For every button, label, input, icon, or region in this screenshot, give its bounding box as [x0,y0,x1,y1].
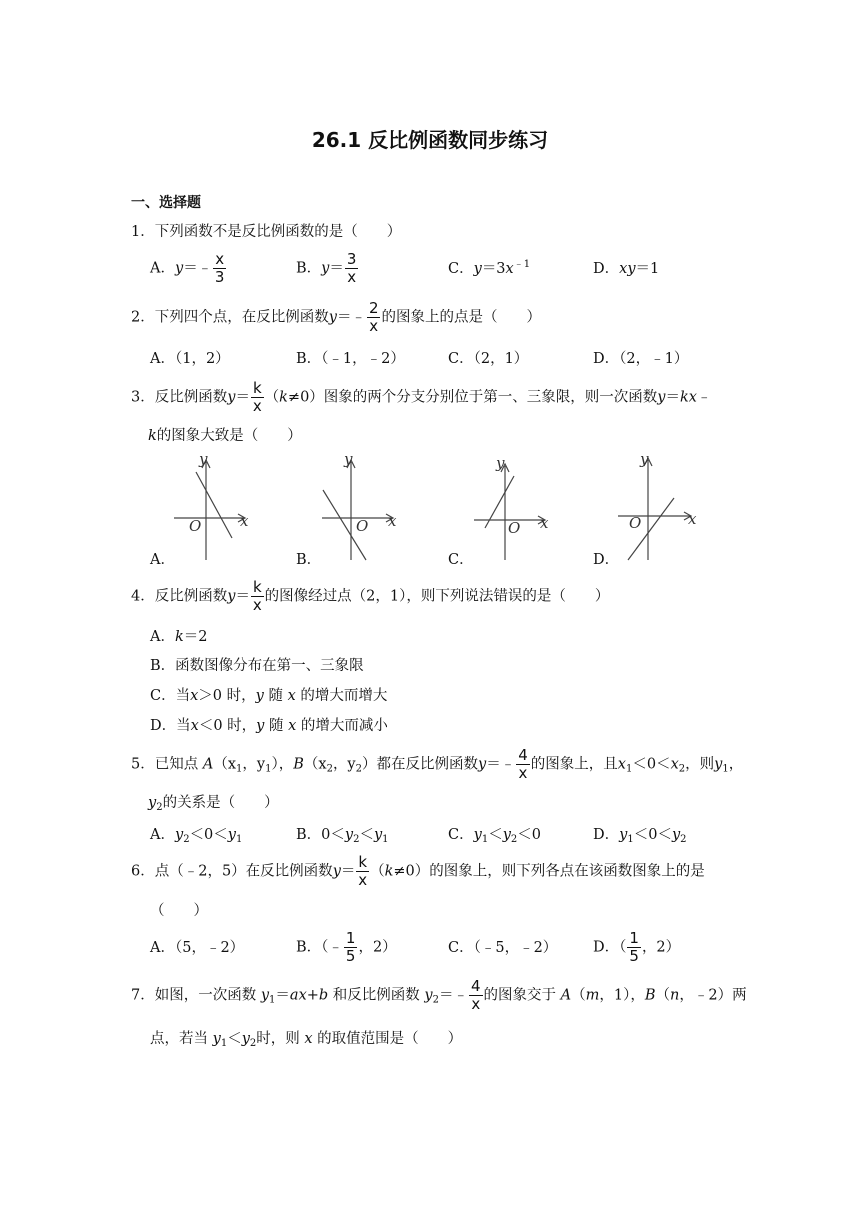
option-label: D．当 [150,718,191,734]
question-3-option-c: C． [448,552,474,568]
question-4-option-c [150,689,387,704]
math-op: ＝3 [481,261,506,277]
math-var: y [332,863,341,880]
math-var: B [293,756,304,773]
math-var: y [424,987,433,1004]
math-var: B [644,987,656,1004]
subscript: 2 [355,763,363,775]
subscript: 2 [156,802,163,813]
math-var: y [241,1031,250,1047]
math-op: ＜ [359,827,374,843]
math-op: ＝ [340,863,356,880]
question-6-option-c: C．（﹣5，﹣2） [448,940,558,956]
math-op: ＜ [227,1031,242,1047]
option-label: A． [150,629,175,645]
denominator: x [358,871,368,889]
math-var: y [478,756,487,773]
denominator: 3 [214,268,225,286]
math-var: y [174,260,184,277]
math-var: y [373,827,383,843]
question-1-option-a [150,252,227,285]
question-5-stem [131,748,743,781]
denominator: x [369,317,379,335]
option-text: 随 [264,718,289,734]
math-var: y [502,827,511,843]
question-3-option-b: B． [296,552,322,568]
math-var: y [148,795,157,811]
fraction [344,931,358,964]
subscript: 2 [183,834,190,845]
stem-text: 的图像经过点（2，1），则下列说法错误的是（ ） [264,588,610,605]
x-axis-label: x [240,512,249,530]
math-op: ＝ [235,389,250,406]
math-var: x [304,1031,313,1047]
math-op: ＜0 [517,827,541,843]
math-var: x [617,756,626,773]
subscript: 1 [382,834,389,845]
numerator: 4 [518,746,528,764]
question-2-option-d: D．（2，﹣1） [593,351,689,367]
stem-text: （ [370,863,385,880]
stem-text: （ [571,987,586,1004]
math-var: y [256,718,265,734]
math-var: y [260,987,270,1004]
subscript: 1 [236,834,243,845]
stem-text: （x [213,756,237,773]
question-2-option-c: C．（2，1） [448,351,529,367]
option-label: D． [593,261,620,277]
option-text: ＞0 时， [198,688,256,704]
stem-text: ， [728,756,744,773]
question-6-option-b [296,931,397,964]
math-var: y [255,688,264,704]
graph-option-d [614,448,699,566]
math-var: y [473,261,482,277]
option-label: C． [448,827,474,843]
question-2-option-b: B．（﹣1，﹣2） [296,351,405,367]
x-axis-label: x [388,512,397,530]
numerator: k [358,853,368,871]
math-op: ﹣ [696,389,712,406]
question-4-option-b: B．函数图像分布在第一、三象限 [150,658,364,674]
option-label: C． [448,261,474,277]
math-op: ＝1 [635,261,660,277]
stem-text: 的取值范围是（ ） [312,1031,463,1047]
question-3-option-a: A． [150,552,175,568]
fraction [213,252,226,285]
fraction [516,748,530,781]
math-var: A [202,756,214,773]
question-6-option-a: A．（5，﹣2） [150,940,245,956]
subscript: 1 [220,1038,228,1049]
math-var: x [288,718,297,734]
option-label: A． [150,260,175,277]
math-var: y [227,389,236,406]
stem-text: ）都在反比例函数 [362,756,479,773]
stem-text: ，y [332,756,356,773]
stem-text: ≠0）的图象上，则下列各点在该函数图象上的是 [393,863,705,880]
subscript: 2 [249,1038,257,1049]
page-title: 26.1 反比例函数同步练习 [311,128,549,152]
stem-text: 3．反比例函数 [131,389,228,406]
y-axis-label: y [344,452,353,468]
stem-text: 4．反比例函数 [131,588,228,605]
question-3-stem [131,381,711,414]
math-op: ＝﹣ [336,309,366,326]
stem-text: ，1）， [599,987,645,1004]
option-label: B． [296,260,322,277]
question-4-stem [131,580,609,613]
math-op: ＝ [329,260,344,277]
question-5-option-b [296,828,389,843]
question-6-stem [131,855,705,888]
math-var: n [670,987,680,1004]
stem-text: ）， [271,756,294,773]
graph-line [196,472,232,538]
fraction [251,580,264,613]
denominator: x [347,268,357,286]
option-text: D．（ [593,939,627,956]
numerator: x [215,250,225,268]
denominator: x [471,995,481,1013]
question-5-option-a [150,828,242,843]
math-op: ＝ [235,588,250,605]
math-var: y [227,588,236,605]
stem-text: （x [303,756,327,773]
stem-text: 的图象大致是（ ） [156,428,302,444]
question-1-option-d [593,262,659,277]
stem-text: ，则 [685,756,715,773]
stem-text: ，y [242,756,266,773]
subscript: 1 [236,763,243,775]
option-label: C．当 [150,688,191,704]
numerator: 1 [345,929,356,947]
math-var: k [148,428,157,444]
subscript: 1 [627,834,634,845]
subscript: 1 [265,763,272,775]
denominator: 5 [345,947,356,965]
math-var: y [714,756,723,773]
x-axis-label: x [540,514,549,532]
graph-option-b [318,452,403,564]
math-op: ＜0＜ [632,756,671,773]
numerator: 3 [346,250,357,268]
math-var: x [190,718,199,734]
math-var: y [227,827,236,843]
subscript: 2 [432,994,439,1006]
math-op: ＜0＜ [189,827,228,843]
math-var: y [174,827,184,843]
math-var: x [670,756,679,773]
question-3-option-d: D． [593,552,620,568]
subscript: 1 [722,763,729,775]
question-4-option-a [150,630,208,645]
graph-option-c [470,452,555,564]
math-var: y [473,827,482,843]
numerator: k [252,379,262,397]
y-axis-label: y [640,450,649,468]
fraction [345,252,359,285]
subscript: 1 [481,834,489,845]
option-text: 的增大而减小 [296,718,388,734]
math-var: y [321,260,330,277]
question-5-option-d [593,828,687,843]
question-6-stem-line2: （ ） [150,903,208,919]
origin-label: O [356,517,369,535]
option-text: B．（﹣ [296,939,343,956]
question-5-stem-line2 [148,796,279,811]
math-var: y [344,827,354,843]
math-var: k [174,629,184,645]
fraction [627,931,641,964]
option-label: B．0＜ [296,827,345,843]
denominator: x [252,397,262,415]
stem-text: ，﹣2）两 [679,987,747,1004]
numerator: 4 [471,977,481,995]
option-text: 的增大而增大 [295,688,388,704]
stem-text: （ [655,987,671,1004]
option-label: A． [150,827,175,843]
origin-label: O [508,519,521,537]
stem-text: 2．下列四个点，在反比例函数 [131,309,329,326]
subscript: 1 [625,763,633,775]
math-var: kx [680,389,697,406]
subscript: 2 [678,763,686,775]
math-op: + [306,987,319,1004]
stem-text: （ [264,389,280,406]
subscript: 1 [269,994,276,1006]
math-op: ＝﹣ [486,756,516,773]
math-var: y [657,389,666,406]
stem-text: 6．点（﹣2，5）在反比例函数 [131,863,333,880]
question-7-stem-line2 [150,1032,462,1047]
question-1-option-c [448,259,531,277]
math-var: k [384,863,394,880]
origin-label: O [629,514,642,532]
math-var: y [212,1031,221,1047]
math-var: k [279,389,288,406]
section-heading: 一、选择题 [131,195,201,211]
math-var: m [585,987,600,1004]
stem-text: 点，若当 [150,1031,213,1047]
question-3-stem-line2 [148,429,302,444]
exponent: ﹣1 [513,259,531,270]
denominator: 5 [629,947,639,965]
origin-label: O [189,517,202,535]
stem-text: 5．已知点 [131,756,203,773]
fraction [469,979,483,1012]
question-1-option-b [296,252,359,285]
option-label: D． [593,827,620,843]
numerator: 2 [368,299,379,317]
question-5-option-c [448,828,541,843]
denominator: x [252,596,262,614]
math-var: A [560,987,572,1004]
math-var: y [328,309,337,326]
question-7-stem [131,979,747,1012]
question-2-option-a: A．（1，2） [150,351,230,367]
numerator: k [252,578,262,596]
subscript: 2 [353,834,360,845]
x-axis-label: x [688,510,697,528]
graph-option-a [170,452,255,564]
subscript: 2 [326,763,333,775]
subscript: 2 [510,834,518,845]
stem-text: 时，则 [256,1031,305,1047]
question-1-stem: 1．下列函数不是反比例函数的是（ ） [131,224,402,240]
math-var: xy [619,261,636,277]
denominator: x [518,764,528,782]
subscript: 2 [680,834,687,845]
y-axis-label: y [496,454,505,472]
stem-text: 的图象交于 [483,987,561,1004]
math-op: ＝﹣ [183,260,213,277]
math-var: x [190,688,199,704]
math-op: ＜0＜ [633,827,672,843]
math-var: y [671,827,681,843]
option-text: 随 [263,688,288,704]
stem-text: 的图象上，且 [530,756,618,773]
math-var: x [287,688,296,704]
stem-text: 7．如图，一次函数 [131,987,261,1004]
option-text: ，2） [641,939,681,956]
question-2-stem [131,301,541,334]
y-axis-label: y [199,452,208,468]
question-4-option-d [150,719,388,734]
stem-text: 的关系是（ ） [162,795,279,811]
math-var: y [619,827,628,843]
stem-text: ≠0）图象的两个分支分别位于第一、三象限，则一次函数 [287,389,658,406]
stem-text: 和反比例函数 [328,987,425,1004]
numerator: 1 [629,929,639,947]
math-var: x [505,261,514,277]
option-text: ＜0 时， [198,718,257,734]
fraction [367,301,381,334]
math-op: ＝ [665,389,680,406]
math-op: ＝﹣ [439,987,468,1004]
fraction [251,381,264,414]
math-op: ＝ [275,987,290,1004]
math-var: ax [289,987,307,1004]
math-op: ＜ [488,827,503,843]
fraction [356,855,369,888]
math-var: b [318,987,329,1004]
math-op: ＝2 [183,629,208,645]
option-text: ，2） [358,939,397,956]
question-6-option-d [593,931,680,964]
stem-text: 的图象上的点是（ ） [381,309,541,326]
